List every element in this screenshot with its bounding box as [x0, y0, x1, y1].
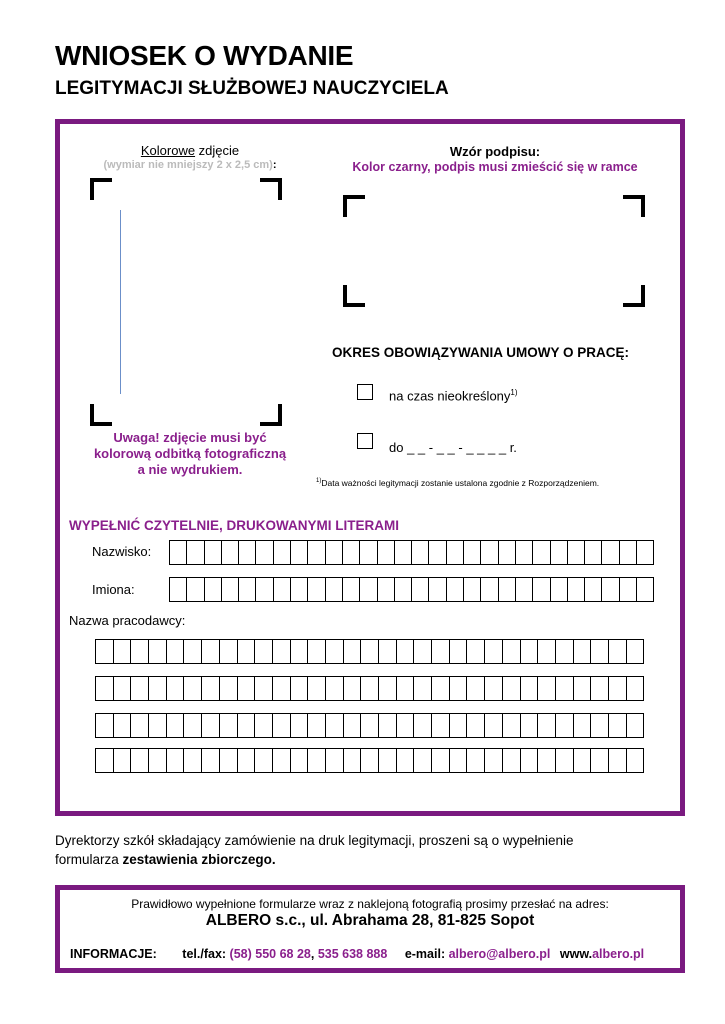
letter-box[interactable] [574, 639, 592, 664]
letter-box[interactable] [167, 639, 185, 664]
contract-heading: OKRES OBOWIĄZYWANIA UMOWY O PRACĘ: [332, 345, 629, 360]
letter-box[interactable] [205, 540, 222, 565]
letter-box[interactable] [222, 577, 239, 602]
letter-box[interactable] [273, 639, 291, 664]
letter-box[interactable] [131, 676, 149, 701]
letter-box[interactable] [609, 713, 627, 738]
signature-corner-bottom-right [623, 285, 645, 307]
checkbox-indefinite[interactable] [357, 384, 373, 400]
letter-box[interactable] [481, 577, 498, 602]
letter-box[interactable] [202, 639, 220, 664]
letter-box[interactable] [574, 713, 592, 738]
photo-size-hint [80, 159, 300, 171]
letter-box[interactable] [503, 713, 521, 738]
letter-box[interactable] [627, 713, 645, 738]
letter-box[interactable] [485, 676, 503, 701]
letter-box[interactable] [291, 676, 309, 701]
letter-box[interactable] [274, 540, 291, 565]
letter-box[interactable] [450, 676, 468, 701]
letter-box[interactable] [344, 748, 362, 773]
letter-box[interactable] [96, 748, 114, 773]
signature-corner-top-right [623, 195, 645, 217]
letter-box[interactable] [467, 676, 485, 701]
contract-footnote [316, 478, 599, 488]
letter-box[interactable] [467, 639, 485, 664]
photo-corner-top-left [90, 178, 112, 200]
letter-box[interactable] [96, 713, 114, 738]
letter-box[interactable] [485, 748, 503, 773]
letter-box[interactable] [620, 577, 637, 602]
letter-box[interactable] [533, 540, 550, 565]
letter-box[interactable] [238, 713, 256, 738]
letter-box[interactable] [379, 676, 397, 701]
letter-box[interactable] [538, 748, 556, 773]
letter-box[interactable] [361, 748, 379, 773]
letter-box[interactable] [429, 540, 446, 565]
letter-box[interactable] [167, 676, 185, 701]
letter-box[interactable] [568, 540, 585, 565]
letter-box[interactable] [291, 748, 309, 773]
tel-label: tel./fax: [182, 947, 227, 961]
letter-box[interactable] [131, 748, 149, 773]
letter-box[interactable] [397, 639, 415, 664]
letter-box[interactable] [291, 639, 309, 664]
letter-box[interactable] [591, 713, 609, 738]
letter-box[interactable] [167, 713, 185, 738]
names-grid[interactable] [169, 577, 654, 602]
letter-box[interactable] [131, 639, 149, 664]
letter-box[interactable] [220, 639, 238, 664]
photo-warning-line3: a nie wydrukiem. [137, 462, 243, 477]
letter-box[interactable] [308, 639, 326, 664]
letter-box[interactable] [637, 577, 654, 602]
option-until-date: do _ _ - _ _ - _ _ _ _ r. [389, 440, 517, 455]
letter-box[interactable] [202, 713, 220, 738]
letter-box[interactable] [397, 676, 415, 701]
letter-box[interactable] [184, 639, 202, 664]
letter-box[interactable] [516, 540, 533, 565]
letter-box[interactable] [521, 639, 539, 664]
letter-box[interactable] [432, 639, 450, 664]
letter-box[interactable] [308, 540, 325, 565]
letter-box[interactable] [184, 713, 202, 738]
letter-box[interactable] [205, 577, 222, 602]
email-link[interactable]: albero@albero.pl [448, 947, 551, 961]
letter-box[interactable] [464, 577, 481, 602]
letter-box[interactable] [239, 540, 256, 565]
letter-box[interactable] [551, 540, 568, 565]
letter-box[interactable] [326, 748, 344, 773]
letter-box[interactable] [273, 676, 291, 701]
letter-box[interactable] [378, 540, 395, 565]
letter-box[interactable] [379, 748, 397, 773]
letter-box[interactable] [114, 639, 132, 664]
letter-box[interactable] [585, 540, 602, 565]
photo-corner-top-right [260, 178, 282, 200]
letter-box[interactable] [255, 748, 273, 773]
letter-box[interactable] [414, 748, 432, 773]
letter-box[interactable] [114, 748, 132, 773]
letter-box[interactable] [222, 540, 239, 565]
letter-box[interactable] [255, 676, 273, 701]
letter-box[interactable] [361, 676, 379, 701]
letter-box[interactable] [202, 676, 220, 701]
letter-box[interactable] [432, 713, 450, 738]
signature-frame[interactable] [343, 195, 645, 307]
letter-box[interactable] [538, 676, 556, 701]
letter-box[interactable] [397, 713, 415, 738]
letter-box[interactable] [538, 713, 556, 738]
employer-grid-row-3[interactable] [95, 713, 644, 738]
letter-box[interactable] [447, 540, 464, 565]
letter-box[interactable] [395, 577, 412, 602]
contact-info [70, 947, 644, 961]
option-indefinite-label: na czas nieokreślony [389, 388, 511, 404]
letter-box[interactable] [238, 676, 256, 701]
letter-box[interactable] [256, 577, 273, 602]
letter-box[interactable] [326, 676, 344, 701]
letter-box[interactable] [429, 577, 446, 602]
letter-box[interactable] [450, 713, 468, 738]
letter-box[interactable] [538, 639, 556, 664]
letter-box[interactable] [149, 713, 167, 738]
letter-box[interactable] [412, 540, 429, 565]
letter-box[interactable] [96, 676, 114, 701]
letter-box[interactable] [344, 676, 362, 701]
letter-box[interactable] [609, 748, 627, 773]
email-label: e-mail: [404, 947, 446, 961]
photo-label-rest: zdjęcie [195, 143, 240, 158]
letter-box[interactable] [620, 540, 637, 565]
letter-box[interactable] [343, 540, 360, 565]
letter-box[interactable] [627, 748, 645, 773]
website-link[interactable] [560, 947, 644, 961]
letter-box[interactable] [499, 540, 516, 565]
employer-grid-row-2[interactable] [95, 676, 644, 701]
letter-box[interactable] [591, 639, 609, 664]
photo-label-colour: Kolorowe [140, 143, 196, 158]
letter-box[interactable] [450, 748, 468, 773]
photo-warning-line1: Uwaga! zdjęcie musi być [113, 430, 267, 445]
letter-box[interactable] [591, 748, 609, 773]
signature-hint: Kolor czarny, podpis musi zmieścić się w ramce [352, 160, 638, 174]
letter-box[interactable] [114, 676, 132, 701]
letter-box[interactable] [378, 577, 395, 602]
letter-box[interactable] [273, 713, 291, 738]
letter-box[interactable] [521, 748, 539, 773]
letter-box[interactable] [412, 577, 429, 602]
letter-box[interactable] [170, 540, 187, 565]
letter-box[interactable] [291, 540, 308, 565]
letter-box[interactable] [521, 676, 539, 701]
letter-box[interactable] [326, 639, 344, 664]
letter-box[interactable] [464, 540, 481, 565]
letter-box[interactable] [467, 748, 485, 773]
surname-label: Nazwisko: [92, 544, 152, 559]
photo-warning [70, 430, 310, 478]
checkbox-until-date[interactable] [357, 433, 373, 449]
signature-corner-bottom-left [343, 285, 365, 307]
employer-grid-row-4[interactable] [95, 748, 644, 773]
letter-box[interactable] [149, 639, 167, 664]
form-subtitle: LEGITYMACJI SŁUŻBOWEJ NAUCZYCIELA [55, 78, 449, 99]
letter-box[interactable] [551, 577, 568, 602]
letter-box[interactable] [485, 713, 503, 738]
letter-box[interactable] [485, 639, 503, 664]
signature-corner-top-left [343, 195, 365, 217]
photo-label [80, 143, 300, 158]
letter-box[interactable] [344, 639, 362, 664]
photo-warning-line2: kolorową odbitką fotograficzną [93, 446, 287, 461]
letter-box[interactable] [308, 577, 325, 602]
website-domain: albero.pl [592, 947, 645, 961]
directors-note-line1: Dyrektorzy szkół składający zamówienie na druk legitymacji, proszeni są o wypełnienie [55, 833, 574, 848]
summary-form-reference: zestawienia zbiorczego. [122, 852, 276, 867]
letter-box[interactable] [414, 639, 432, 664]
letter-box[interactable] [627, 639, 645, 664]
letter-box[interactable] [326, 577, 343, 602]
letter-box[interactable] [344, 713, 362, 738]
letter-box[interactable] [432, 676, 450, 701]
photo-size-hint-colon: : [272, 159, 277, 171]
employer-label: Nazwa pracodawcy: [69, 613, 186, 628]
letter-box[interactable] [220, 676, 238, 701]
letter-box[interactable] [274, 577, 291, 602]
letter-box[interactable] [556, 748, 574, 773]
letter-box[interactable] [361, 639, 379, 664]
letter-box[interactable] [609, 639, 627, 664]
option-indefinite-sup: 1) [510, 388, 518, 397]
letter-box[interactable] [220, 748, 238, 773]
employer-grid-row-1[interactable] [95, 639, 644, 664]
names-label: Imiona: [92, 582, 135, 597]
letter-box[interactable] [602, 577, 619, 602]
letter-box[interactable] [255, 713, 273, 738]
phone-number[interactable]: (58) 550 68 28 [229, 947, 311, 961]
letter-box[interactable] [379, 713, 397, 738]
letter-box[interactable] [149, 676, 167, 701]
letter-box[interactable] [273, 748, 291, 773]
letter-box[interactable] [637, 540, 654, 565]
letter-box[interactable] [395, 540, 412, 565]
letter-box[interactable] [414, 676, 432, 701]
surname-grid[interactable] [169, 540, 654, 565]
letter-box[interactable] [360, 540, 377, 565]
letter-box[interactable] [114, 713, 132, 738]
signature-label: Wzór podpisu: [449, 144, 541, 159]
directors-note [55, 831, 573, 869]
letter-box[interactable] [556, 639, 574, 664]
letter-box[interactable] [326, 540, 343, 565]
letter-box[interactable] [255, 639, 273, 664]
letter-box[interactable] [379, 639, 397, 664]
contract-footnote-sup: 1) [316, 478, 322, 485]
letter-box[interactable] [499, 577, 516, 602]
letter-box[interactable] [256, 540, 273, 565]
letter-box[interactable] [308, 676, 326, 701]
fill-heading: WYPEŁNIĆ CZYTELNIE, DRUKOWANYMI LITERAMI [69, 518, 399, 533]
letter-box[interactable] [568, 577, 585, 602]
letter-box[interactable] [609, 676, 627, 701]
letter-box[interactable] [432, 748, 450, 773]
letter-box[interactable] [556, 713, 574, 738]
letter-box[interactable] [96, 639, 114, 664]
company-address: ALBERO s.c., ul. Abrahama 28, 81-825 Sopot [205, 912, 535, 929]
letter-box[interactable] [556, 676, 574, 701]
letter-box[interactable] [167, 748, 185, 773]
letter-box[interactable] [170, 577, 187, 602]
info-label: INFORMACJE: [70, 947, 157, 961]
letter-box[interactable] [481, 540, 498, 565]
photo-frame[interactable] [90, 178, 282, 426]
letter-box[interactable] [361, 713, 379, 738]
letter-box[interactable] [503, 676, 521, 701]
letter-box[interactable] [184, 748, 202, 773]
letter-box[interactable] [308, 713, 326, 738]
letter-box[interactable] [516, 577, 533, 602]
letter-box[interactable] [467, 713, 485, 738]
letter-box[interactable] [184, 676, 202, 701]
letter-box[interactable] [291, 713, 309, 738]
letter-box[interactable] [202, 748, 220, 773]
phone-separator: , [310, 947, 318, 961]
letter-box[interactable] [450, 639, 468, 664]
letter-box[interactable] [326, 713, 344, 738]
letter-box[interactable] [131, 713, 149, 738]
letter-box[interactable] [503, 748, 521, 773]
contract-footnote-text: Data ważności legitymacji zostanie ustalona zgodnie z Rozporządzeniem. [321, 478, 600, 488]
letter-box[interactable] [591, 676, 609, 701]
photo-size-hint-text: (wymiar nie mniejszy 2 x 2,5 cm) [103, 159, 273, 171]
letter-box[interactable] [360, 577, 377, 602]
photo-corner-bottom-right [260, 404, 282, 426]
send-instructions: Prawidłowo wypełnione formularze wraz z naklejoną fotografią prosimy przesłać na adres: [131, 897, 609, 911]
directors-note-line2: formularza [55, 852, 123, 867]
letter-box[interactable] [239, 577, 256, 602]
photo-corner-bottom-left [90, 404, 112, 426]
letter-box[interactable] [602, 540, 619, 565]
letter-box[interactable] [187, 577, 204, 602]
letter-box[interactable] [220, 713, 238, 738]
letter-box[interactable] [414, 713, 432, 738]
letter-box[interactable] [503, 639, 521, 664]
letter-box[interactable] [238, 748, 256, 773]
letter-box[interactable] [574, 676, 592, 701]
letter-box[interactable] [291, 577, 308, 602]
letter-box[interactable] [521, 713, 539, 738]
letter-box[interactable] [238, 639, 256, 664]
letter-box[interactable] [627, 676, 645, 701]
phone-number-2[interactable]: 535 638 888 [317, 947, 388, 961]
letter-box[interactable] [343, 577, 360, 602]
letter-box[interactable] [308, 748, 326, 773]
letter-box[interactable] [397, 748, 415, 773]
letter-box[interactable] [187, 540, 204, 565]
letter-box[interactable] [149, 748, 167, 773]
option-indefinite [389, 388, 518, 403]
form-title: WNIOSEK O WYDANIE [55, 40, 354, 71]
letter-box[interactable] [533, 577, 550, 602]
letter-box[interactable] [585, 577, 602, 602]
letter-box[interactable] [574, 748, 592, 773]
letter-box[interactable] [447, 577, 464, 602]
text-cursor-line [120, 210, 121, 394]
website-prefix: www. [559, 947, 593, 961]
